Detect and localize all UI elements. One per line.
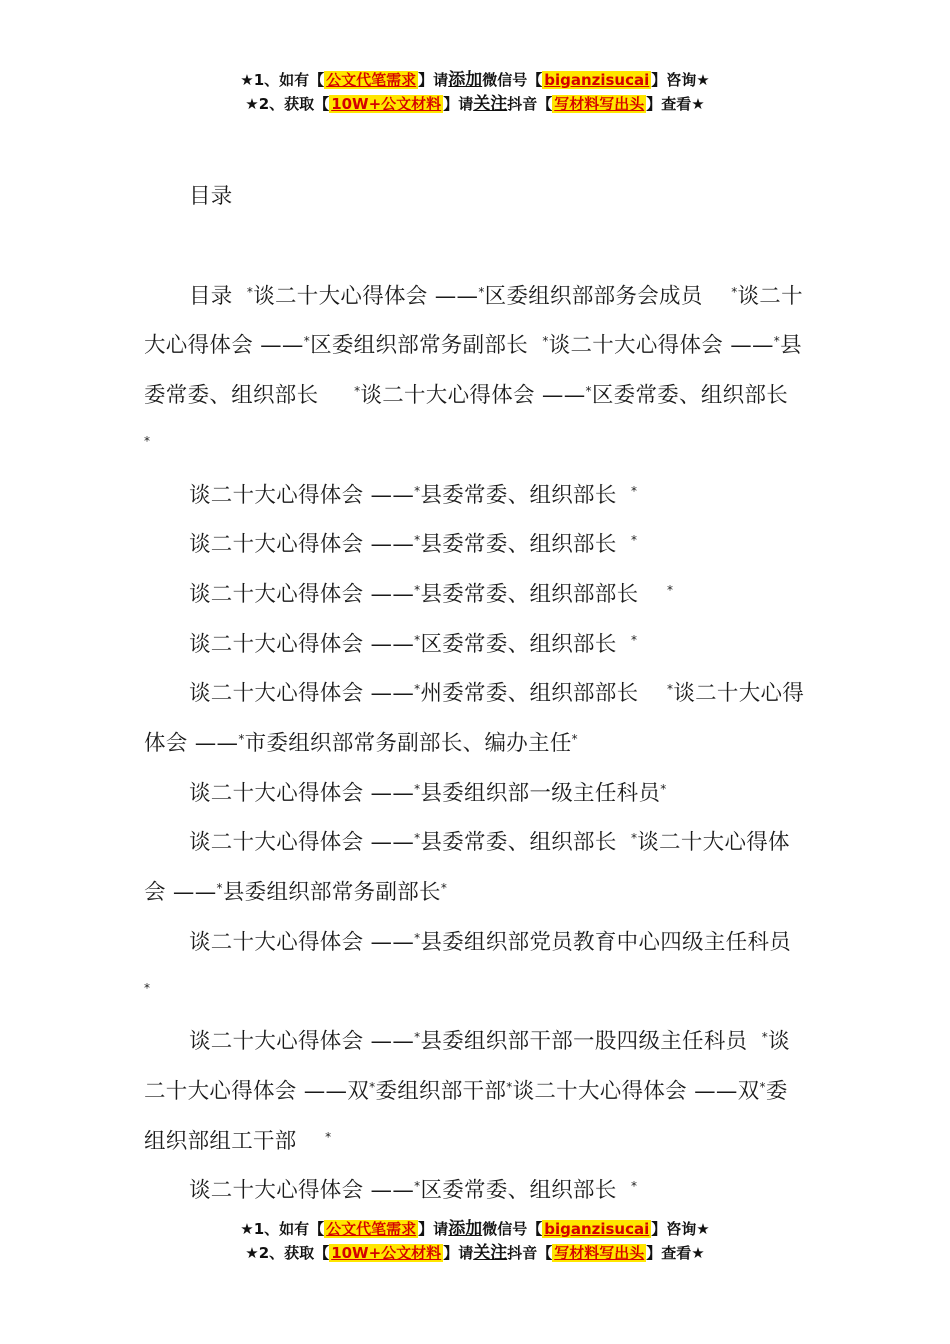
document-body (144, 172, 831, 1216)
banner-line-2: ★2、获取【 10W+公文材料 】请关注抖音【 写材料写出头 】查看★ (245, 1243, 705, 1263)
toc-paragraph: 谈二十大心得体会 ——*区委常委、组织部长 * (189, 631, 638, 657)
highlight-douyin-account: 写材料写出头 (554, 95, 645, 113)
toc-list (144, 272, 831, 1216)
highlight-wechat-id: biganzisucai (544, 1220, 650, 1238)
toc-paragraph: 谈二十大心得体会 ——*县委常委、组织部长 * (189, 482, 638, 508)
highlight-materials: 10W+公文材料 (331, 95, 442, 113)
highlight-service: 公文代笔需求 (326, 71, 417, 89)
header-banner (0, 68, 950, 116)
toc-paragraph: 谈二十大心得体会 ——*州委常委、组织部部长 *谈二十大心得体会 ——*市委组织部常务副部长、编办主任* (144, 681, 805, 757)
toc-paragraph: 谈二十大心得体会 ——*县委常委、组织部长 * (189, 532, 638, 558)
toc-paragraph: 目录 *谈二十大心得体会 ——*区委组织部部务会成员 *谈二十大心得体会 ——*区委组织部常务副部长 *谈二十大心得体会 ——*县委常委、组织部长 *谈二十大心得体会 ——*区委常委、组织部长 * (144, 283, 831, 448)
toc-paragraph: 谈二十大心得体会 ——*县委组织部干部一股四级主任科员 *谈二十大心得体会 ——双*委组织部干部*谈二十大心得体会 ——双*委组织部组工干部 * (144, 1029, 790, 1154)
banner-line-2: ★2、获取【 10W+公文材料 】请关注抖音【 写材料写出头 】查看★ (245, 94, 705, 114)
highlight-douyin-account: 写材料写出头 (554, 1244, 645, 1262)
toc-paragraph: 谈二十大心得体会 ——*县委常委、组织部部长 * (189, 581, 674, 607)
banner-line-1: ★1、如有【 公文代笔需求 】请添加微信号【 biganzisucai 】咨询★ (240, 1219, 710, 1239)
toc-paragraph: 谈二十大心得体会 ——*县委常委、组织部长 *谈二十大心得体会 ——*县委组织部常务副部长* (144, 830, 790, 906)
footer-banner (0, 1217, 950, 1265)
banner-line-1: ★1、如有【 公文代笔需求 】请添加微信号【 biganzisucai 】咨询★ (240, 70, 710, 90)
toc-paragraph: 谈二十大心得体会 ——*区委常委、组织部长 * (189, 1178, 638, 1204)
highlight-materials: 10W+公文材料 (331, 1244, 442, 1262)
document-title: 目录 (189, 184, 233, 209)
toc-paragraph: 谈二十大心得体会 ——*县委组织部一级主任科员* (189, 780, 667, 806)
toc-paragraph: 谈二十大心得体会 ——*县委组织部党员教育中心四级主任科员 * (144, 929, 806, 995)
highlight-wechat-id: biganzisucai (544, 71, 650, 89)
highlight-service: 公文代笔需求 (326, 1220, 417, 1238)
